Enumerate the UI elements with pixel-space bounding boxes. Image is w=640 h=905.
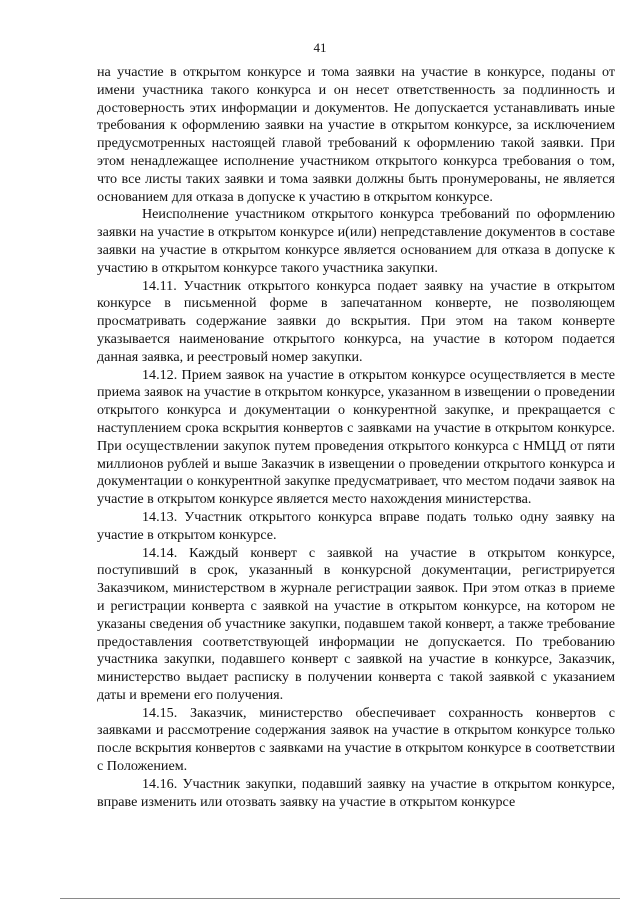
- paragraph-14-13: 14.13. Участник открытого конкурса вправе подать только одну заявку на участие в открытом конкурсе.: [97, 508, 615, 543]
- page-number: 41: [313, 40, 327, 55]
- document-body: [97, 64, 615, 811]
- page-bottom-divider: [60, 898, 620, 899]
- paragraph-14-12: 14.12. Прием заявок на участие в открытом конкурсе осуществляется в месте приема заявок на участие в открытом конкурсе, указанном в извещении о проведении открытого конкурса и документации о конкурентной закупке, и прекращается с наступлением срока вскрытия конвертов с заявками на участие в открытом конкурсе. При осуществлении закупок путем проведения открытого конкурса с НМЦД от пяти миллионов рублей и выше Заказчик в извещении о проведении открытого конкурса и документации о конкурентной закупке предусматривает, что местом подачи заявок на участие в открытом конкурсе является место нахождения министерства.: [97, 366, 615, 508]
- paragraph-14-16: 14.16. Участник закупки, подавший заявку на участие в открытом конкурсе, вправе изменить или отозвать заявку на участие в открытом конкурсе: [97, 775, 615, 810]
- paragraph-continuation: на участие в открытом конкурсе и тома заявки на участие в конкурсе, поданы от имени участника такого конкурса и он несет ответственность за подлинность и достоверность этих информации и документов. Не допускается устанавливать иные требования к оформлению заявки на участие в открытом конкурсе, за исключением предусмотренных настоящей главой требований к оформлению такой заявки. При этом ненадлежащее исполнение участником открытого конкурса требования о том, что все листы таких заявки и тома заявки должны быть пронумерованы, не является основанием для отказа в допуске к участию в открытом конкурсе.: [97, 64, 615, 205]
- paragraph-14-15: 14.15. Заказчик, министерство обеспечивает сохранность конвертов с заявками и рассмотрение содержания заявок на участие в открытом конкурсе только после вскрытия конвертов с заявками на участие в открытом конкурсе в соответствии с Положением.: [97, 704, 615, 775]
- paragraph-14-11: 14.11. Участник открытого конкурса подает заявку на участие в открытом конкурсе в письменной форме в запечатанном конверте, не позволяющем просматривать содержание заявки до вскрытия. При этом на таком конверте указывается наименование открытого конкурса, на участие в котором подается данная заявка, и реестровый номер закупки.: [97, 277, 615, 365]
- paragraph-noncompliance: Неисполнение участником открытого конкурса требований по оформлению заявки на участие в открытом конкурсе и(или) непредставление документов в составе заявки на участие в открытом конкурсе является основанием для отказа в допуске к участию в открытом конкурсе такого участника закупки.: [97, 206, 615, 276]
- paragraph-14-14: 14.14. Каждый конверт с заявкой на участие в открытом конкурсе, поступивший в срок, указанный в конкурсной документации, регистрируется Заказчиком, министерством в журнале регистрации заявок. При этом отказ в приеме и регистрации конверта с заявкой на участие в открытом конкурсе, на котором не указаны сведения об участнике закупки, подавшем такой конверт, а также требование предоставления соответствующей информации не допускается. По требованию участника закупки, подавшего конверт с заявкой на участие в конкурсе, Заказчик, министерство выдает расписку в получении конверта с такой заявкой с указанием даты и времени его получения.: [97, 544, 615, 703]
